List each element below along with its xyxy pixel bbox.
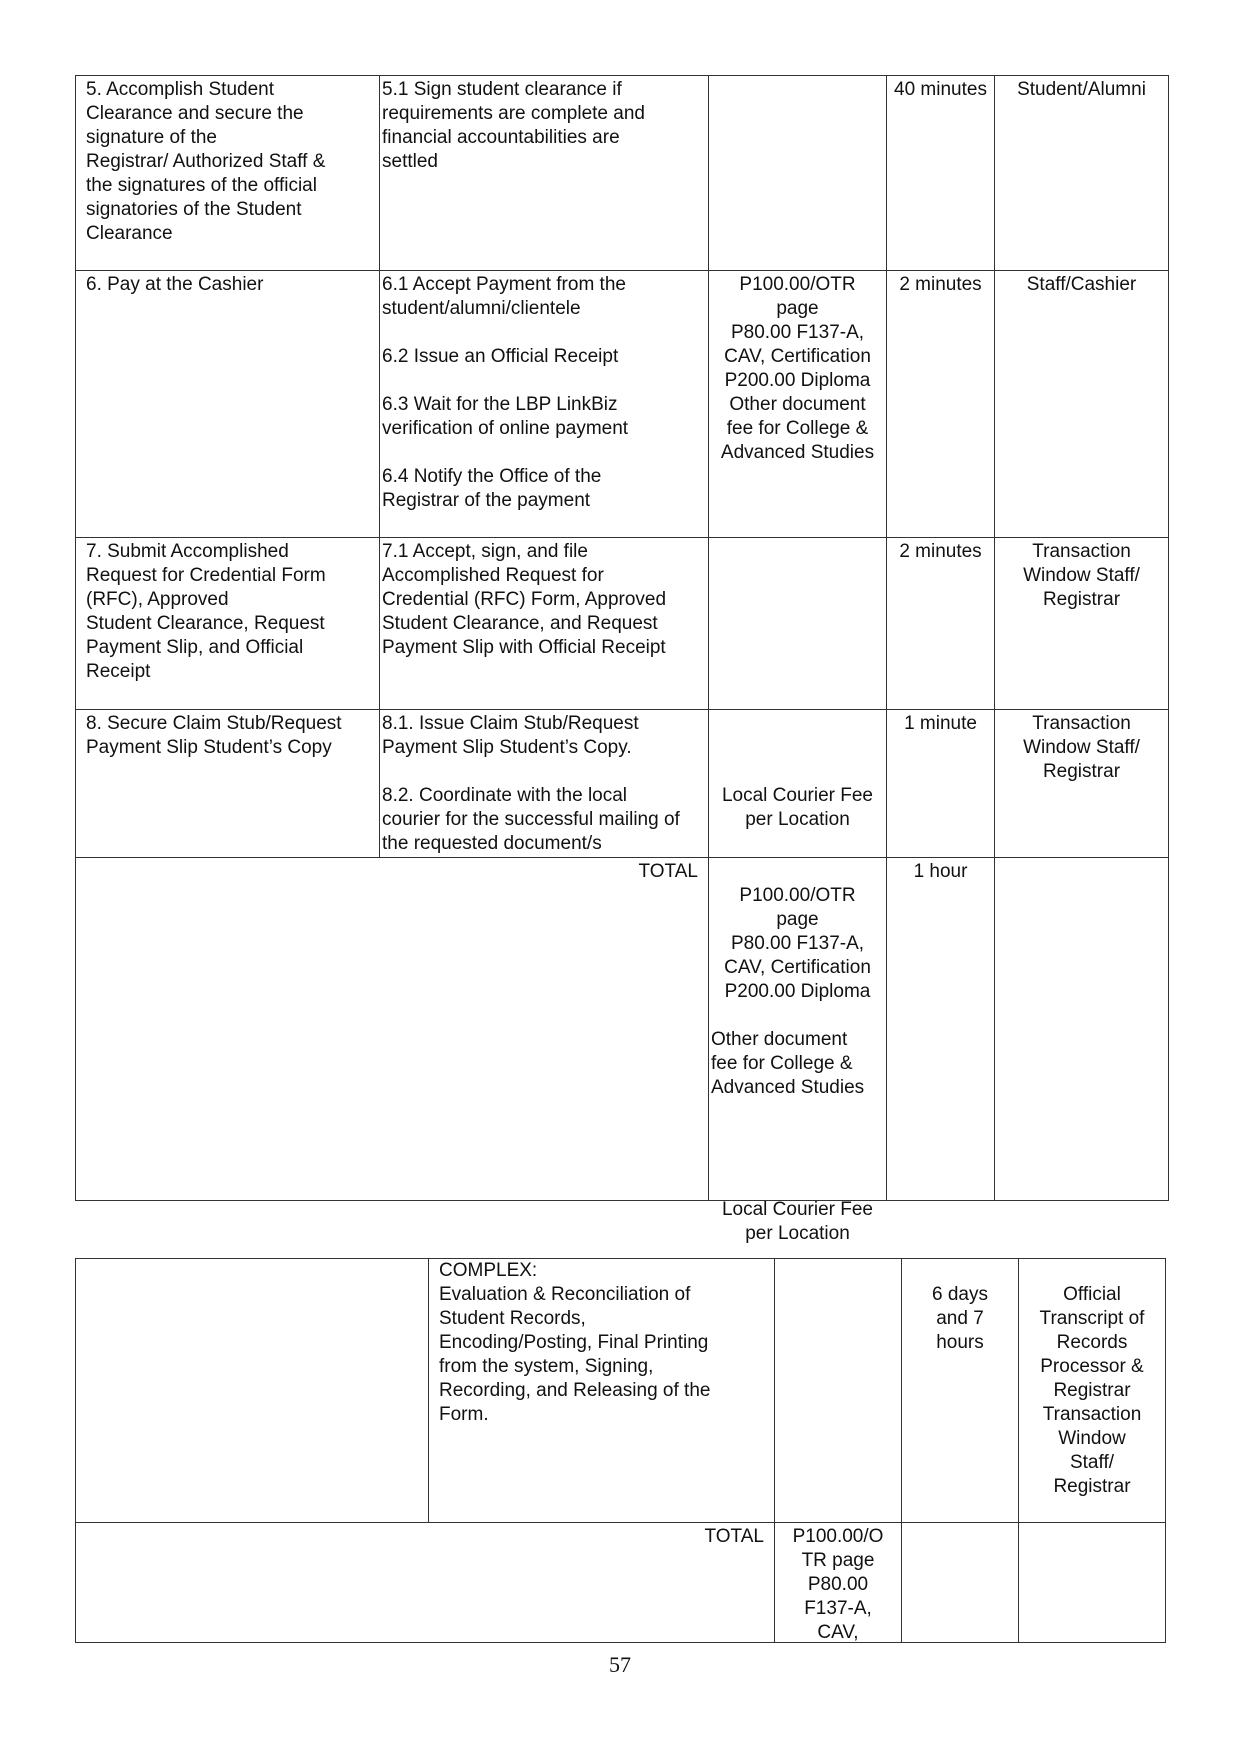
table-row-5-action: 5.1 Sign student clearance if requirements are complete and financial accountabilities are settled [379,75,709,271]
table-row-8-fee: Local Courier Fee per Location [708,709,887,858]
table-row-6-person: Staff/Cashier [994,270,1169,538]
table-1-total-time: 1 hour [886,857,995,1201]
total-fee-main: P100.00/OTR page P80.00 F137-A, CAV, Certification P200.00 Diploma [724,885,871,1002]
table-2-total-person [1018,1522,1166,1643]
page-number: 57 [609,1652,631,1677]
total-fee-other: Other document fee for College & Advanced Studies [711,1029,865,1098]
table-row-6-action: 6.1 Accept Payment from the student/alumni/clientele 6.2 Issue an Official Receipt 6.3 Wait for the LBP LinkBiz verification of online payment 6.4 Notify the Office of the Registrar of the payment [379,270,709,538]
table-row-7-person: Transaction Window Staff/ Registrar [994,537,1169,710]
table-2-person: Official Transcript of Records Processor & Registrar Transaction Window Staff/ Registrar [1018,1258,1166,1523]
table-row-6-step: 6. Pay at the Cashier [75,270,380,538]
table-2-step [75,1258,429,1523]
table-row-8-time: 1 minute [886,709,995,858]
table-1-total-label: TOTAL [75,857,709,1201]
total-fee-courier: Local Courier Fee per Location [721,1199,874,1244]
table-row-5-fee [708,75,887,271]
table-row-7-action: 7.1 Accept, sign, and file Accomplished Request for Credential (RFC) Form, Approved Student Clearance, and Request Payment Slip with Official Receipt [379,537,709,710]
table-row-8-action: 8.1. Issue Claim Stub/Request Payment Slip Student’s Copy. 8.2. Coordinate with the local courier for the successful mailing of the requested document/s [379,709,709,858]
table-row-5-time: 40 minutes [886,75,995,271]
table-row-7-step: 7. Submit Accomplished Request for Credential Form (RFC), Approved Student Clearance, Request Payment Slip, and Official Receipt [75,537,380,710]
table-row-6-time: 2 minutes [886,270,995,538]
table-row-8-person: Transaction Window Staff/ Registrar [994,709,1169,858]
table-row-6-fee: P100.00/OTR page P80.00 F137-A, CAV, Certification P200.00 Diploma Other document fee for College & Advanced Studies [708,270,887,538]
table-1-total-fee [708,857,887,1244]
table-2-total-label: TOTAL [75,1522,775,1643]
table-2-total-fee: P100.00/O TR page P80.00 F137-A, CAV, [774,1522,902,1643]
table-1-total-person [994,857,1169,1201]
table-row-7-fee [708,537,887,710]
table-row-5-person: Student/Alumni [994,75,1169,271]
table-row-7-time: 2 minutes [886,537,995,710]
table-2-time: 6 days and 7 hours [901,1258,1019,1523]
table-2-fee [774,1258,902,1523]
table-row-8-step: 8. Secure Claim Stub/Request Payment Slip Student’s Copy [75,709,380,858]
table-2-total-time [901,1522,1019,1643]
table-row-5-step: 5. Accomplish Student Clearance and secure the signature of the Registrar/ Authorized Staff & the signatures of the official signatories of the Student Clearance [75,75,380,271]
table-2-action: COMPLEX: Evaluation & Reconciliation of Student Records, Encoding/Posting, Final Printing from the system, Signing, Recording, and Releasing of the Form. [428,1258,775,1523]
